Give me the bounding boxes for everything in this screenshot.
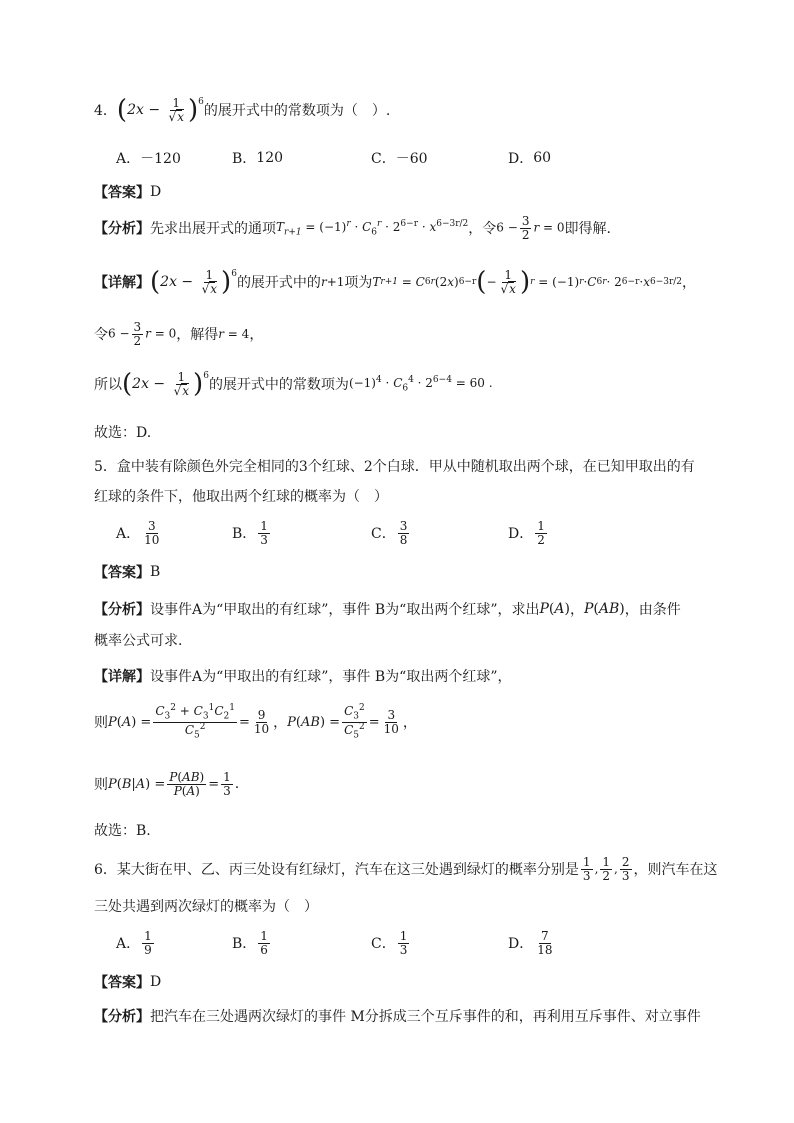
q4-stem: 4． ( 2x − $\frac{1}{√x}$ ) $^6$ 的展开式中的常数项为（ ）. bbox=[94, 95, 391, 125]
q6-options bbox=[0, 926, 794, 966]
q5-stem-1: 5． 盒中装有除颜色外完全相同的3个红球、2个白球．甲从中随机取出两个球，在已知甲取出的有 bbox=[94, 459, 695, 475]
q4-binomial: ( 2x − $\frac{1}{√x}$ ) $^6$ bbox=[116, 95, 204, 125]
q4-detail: 【详解】 ( 2x − $\frac{1}{√x}$ ) $^6$ 的展开式中的 r +1 项为 T r+1 = C 6 r (2 x ) 6−r ( − $\frac{1}{√x}$ ) r = (−1) r · C 6 r · 2 6−r · x 6−3r/2 ， bbox=[94, 267, 697, 297]
q5-option-c: C． $\frac{3}{8}$ bbox=[371, 518, 408, 547]
q5-option-b: B． $\frac{1}{3}$ bbox=[232, 518, 268, 547]
q4-option-d: D． 60 bbox=[508, 150, 552, 167]
q6-answer: 【答案】 D bbox=[94, 974, 162, 991]
q4-option-b: B． 120 bbox=[232, 150, 284, 167]
q5-analysis-2: 概率公式可求. bbox=[94, 633, 183, 649]
q5-options bbox=[0, 516, 794, 556]
q6-stem-1: 6． 某大街在甲、乙、丙三处设有红绿灯，汽车在这三处遇到绿灯的概率分别是 $\frac{1}{3}$ , $\frac{1}{2}$ , $\frac{2}{3}$ ，则汽车在这 bbox=[94, 854, 718, 883]
q4-step1: 令 6 − $\frac{3}{2}$ r = 0 ，解得 r = 4 ， bbox=[94, 319, 264, 348]
q5-option-d: D． $\frac{1}{2}$ bbox=[508, 518, 545, 547]
q6-option-b: B． $\frac{1}{6}$ bbox=[232, 928, 268, 957]
q5-then-1: 则 P ( A ) = $\frac{C_3^2 + C_3^1C_2^1}{C_5^2}$ = $\frac{9}{10}$ ， P ( AB ) = $\frac{C_3^2}{C_5^2}$ = $\frac{3}{10}$ ， bbox=[94, 702, 417, 740]
q4-analysis: 【分析】 先求出展开式的通项 $T_{r+1} = (-1)^r \cdot C_6^r \cdot 2^{6-r} \cdot x^{6-3r/2}$ ，令 6 − $\frac{3}{2}$ r = 0 即得解. bbox=[94, 213, 611, 242]
q4-choose: 故选：D. bbox=[94, 425, 152, 441]
q5-option-a: A． $\frac{3}{10}$ bbox=[116, 518, 160, 547]
q6-stem-2: 三处共遇到两次绿灯的概率为（ ） bbox=[94, 899, 318, 915]
q4-option-a: A． －120 bbox=[116, 151, 181, 167]
q5-detail: 【详解】 设事件A为“甲取出的有红球”，事件 B为“取出两个红球”， bbox=[94, 669, 512, 685]
q5-stem-2: 红球的条件下，他取出两个红球的概率为（ ） bbox=[94, 489, 388, 505]
q4-answer: 【答案】 D bbox=[94, 184, 162, 201]
q6-option-d: D． $\frac{7}{18}$ bbox=[508, 928, 553, 957]
q5-choose: 故选：B. bbox=[94, 823, 151, 839]
q5-then-2: 则 P ( B | A ) = $\frac{P(AB)}{P(A)}$ = $\frac{1}{3}$ . bbox=[94, 769, 240, 798]
q6-analysis: 【分析】 把汽车在三处遇两次绿灯的事件 M分拆成三个互斥事件的和，再利用互斥事件、对立事件 bbox=[94, 1009, 701, 1025]
q5-analysis-1: 【分析】 设事件A为“甲取出的有红球”，事件 B为“取出两个红球”，求出 P(A) ， P(AB) ，由条件 bbox=[94, 601, 681, 618]
q5-answer: 【答案】 B bbox=[94, 564, 161, 581]
q6-option-c: C． $\frac{1}{3}$ bbox=[371, 928, 408, 957]
q6-option-a: A． $\frac{1}{9}$ bbox=[116, 928, 152, 957]
q4-option-c: C． －60 bbox=[371, 151, 428, 167]
q4-step2: 所以 ( 2x − $\frac{1}{√x}$ ) $^6$ 的展开式中的常数项为 $(-1)^4 \cdot C_6^4 \cdot 2^{6-4} = 60$ . bbox=[94, 369, 493, 399]
